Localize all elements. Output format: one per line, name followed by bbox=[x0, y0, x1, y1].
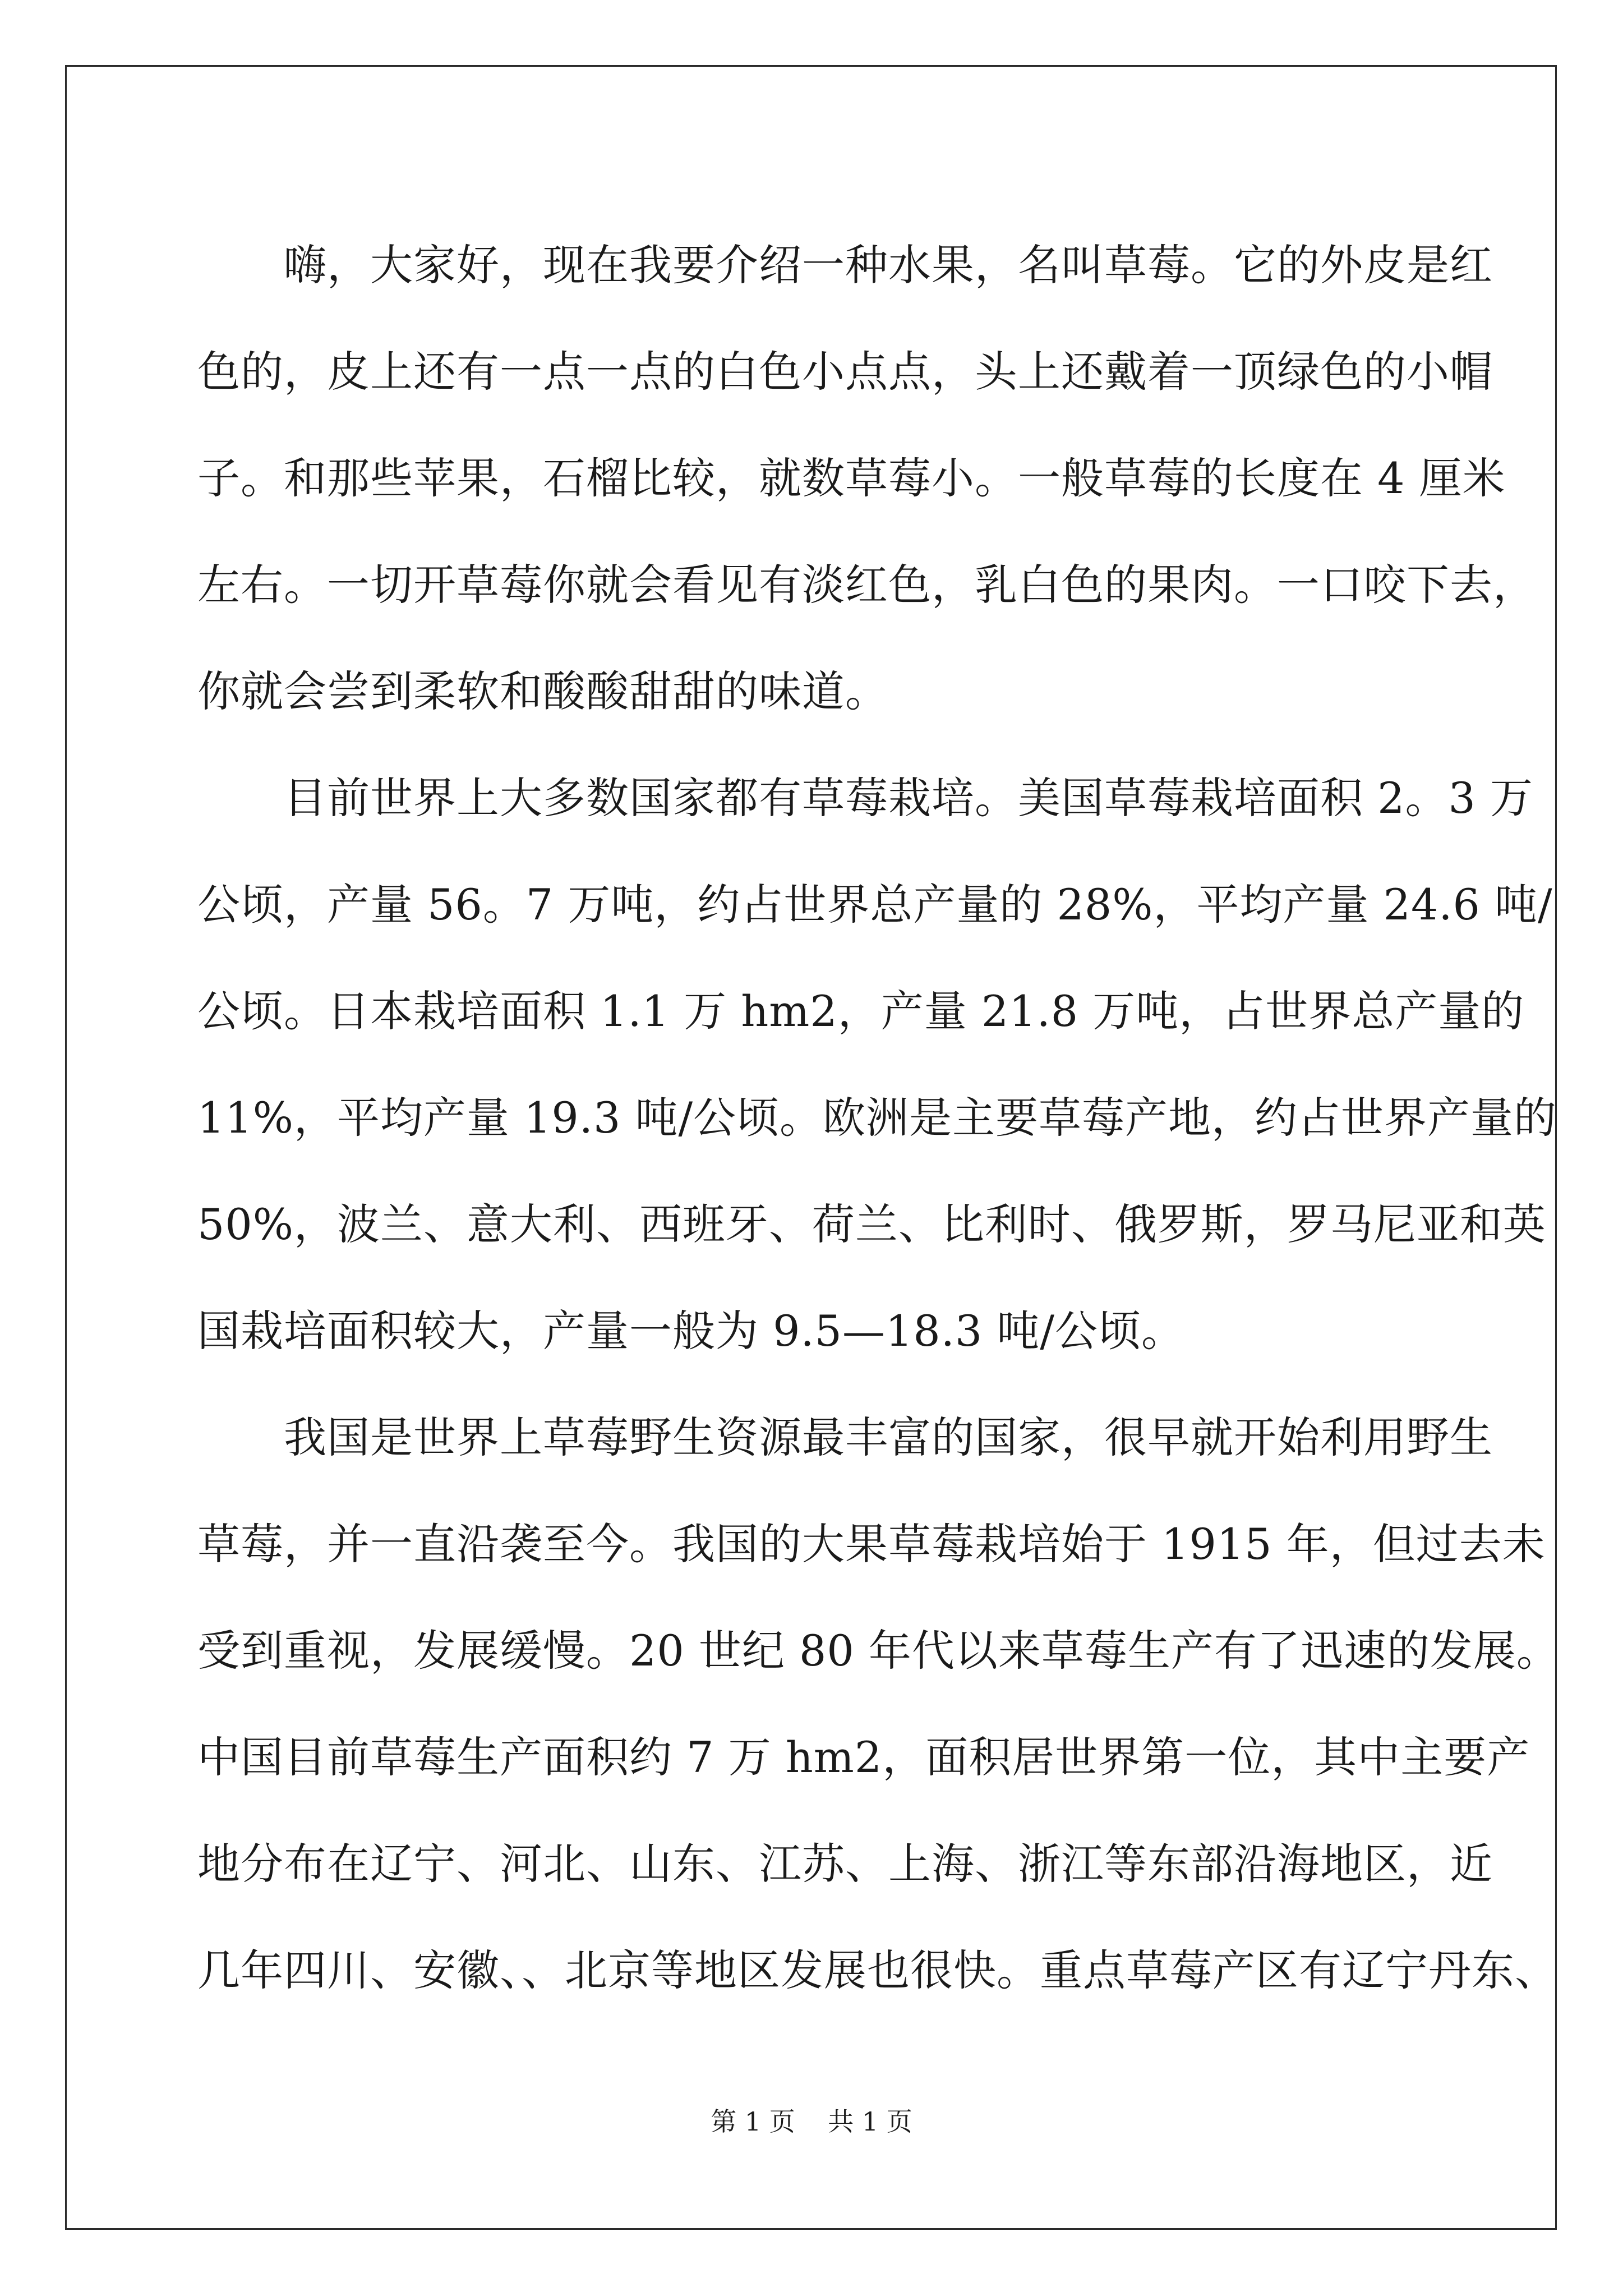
text-line: 你就会尝到柔软和酸酸甜甜的味道。 bbox=[197, 666, 888, 716]
paragraph-intro bbox=[197, 212, 1536, 745]
text-line: 11%，平均产量 19.3 吨/公顷。欧洲是主要草莓产地，约占世界产量的 bbox=[197, 1093, 1557, 1143]
paragraph-world-production bbox=[197, 745, 1557, 1384]
text-line: 草莓，并一直沿袭至今。我国的大果草莓栽培始于 1915 年，但过去未 bbox=[197, 1519, 1546, 1569]
text-line: 左右。一切开草莓你就会看见有淡红色，乳白色的果肉。一口咬下去， bbox=[197, 560, 1536, 610]
text-line: 目前世界上大多数国家都有草莓栽培。美国草莓栽培面积 2。3 万 bbox=[284, 773, 1534, 823]
document-body bbox=[197, 212, 1560, 2024]
text-line: 几年四川、安徽、、北京等地区发展也很快。重点草莓产区有辽宁丹东、 bbox=[197, 1945, 1558, 1995]
text-line: 我国是世界上草莓野生资源最丰富的国家，很早就开始利用野生 bbox=[284, 1412, 1493, 1462]
text-line: 嗨，大家好，现在我要介绍一种水果，名叫草莓。它的外皮是红 bbox=[284, 240, 1493, 290]
text-line: 地分布在辽宁、河北、山东、江苏、上海、浙江等东部沿海地区，近 bbox=[197, 1839, 1493, 1889]
text-line: 国栽培面积较大，产量一般为 9.5—18.3 吨/公顷。 bbox=[197, 1306, 1185, 1356]
text-line: 子。和那些苹果，石榴比较，就数草莓小。一般草莓的长度在 4 厘米 bbox=[197, 453, 1506, 503]
paragraph-china-production bbox=[197, 1384, 1560, 2024]
page-footer: 第 1 页 共 1 页 bbox=[711, 2106, 912, 2137]
text-line: 公顷，产量 56。7 万吨，约占世界总产量的 28%，平均产量 24.6 吨/ bbox=[197, 880, 1553, 930]
text-line: 公顷。日本栽培面积 1.1 万 hm2，产量 21.8 万吨，占世界总产量的 bbox=[197, 986, 1525, 1036]
text-line: 中国目前草莓生产面积约 7 万 hm2，面积居世界第一位，其中主要产 bbox=[197, 1732, 1530, 1782]
text-line: 色的，皮上还有一点一点的白色小点点，头上还戴着一顶绿色的小帽 bbox=[197, 347, 1493, 397]
text-line: 50%，波兰、意大利、西班牙、荷兰、比利时、俄罗斯，罗马尼亚和英 bbox=[197, 1199, 1546, 1249]
text-line: 受到重视，发展缓慢。20 世纪 80 年代以来草莓生产有了迅速的发展。 bbox=[197, 1626, 1560, 1676]
